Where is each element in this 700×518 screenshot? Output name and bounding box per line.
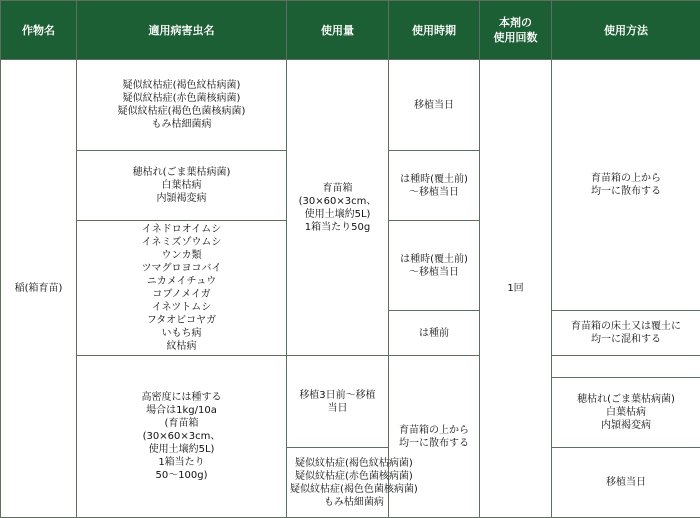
amount-line: 50～100g) xyxy=(142,469,222,482)
amount-line: 1箱当たり50g xyxy=(299,221,377,234)
disease-name: フタオビコヤガ xyxy=(142,314,222,327)
amount-line: 使用土壌約5L) xyxy=(142,443,222,456)
amount-line: 使用土壌約5L) xyxy=(299,208,377,221)
timing-cell xyxy=(389,311,480,356)
timing-line: は種時(覆土前) xyxy=(400,173,468,186)
amount-line: 高密度には種する xyxy=(142,391,222,404)
amount-line: (育苗箱 xyxy=(142,417,222,430)
disease-name: ウンカ類 xyxy=(142,249,222,262)
disease-name: 白葉枯病 xyxy=(577,406,675,419)
table-row xyxy=(1,356,700,378)
disease-cell xyxy=(552,378,700,448)
header-timing: 使用時期 xyxy=(389,1,480,60)
timing-line: 当日 xyxy=(299,402,375,415)
disease-name: イネミズゾウムシ xyxy=(142,236,222,249)
timing-line: 移植当日 xyxy=(414,99,454,112)
disease-name: 疑似紋枯症(褐色紋枯病菌) xyxy=(290,457,418,470)
timing-cell xyxy=(389,221,480,311)
disease-name: 白葉枯病 xyxy=(133,179,231,192)
header-row xyxy=(1,1,700,60)
amount-line: (30×60×3cm、 xyxy=(142,430,222,443)
disease-name: 疑似紋枯症(褐色色菌核病菌) xyxy=(118,105,246,118)
method-line: 均一に散布する xyxy=(591,185,661,198)
disease-name: ツマグロヨコバイ xyxy=(142,262,222,275)
amount-line: (30×60×3cm、 xyxy=(299,195,377,208)
header-count-line: 使用回数 xyxy=(494,30,538,45)
disease-name: もみ枯細菌病 xyxy=(290,496,418,509)
disease-name: イネドロオイムシ xyxy=(142,223,222,236)
disease-cell xyxy=(287,448,389,518)
disease-name: コブノメイガ xyxy=(142,288,222,301)
timing-cell xyxy=(287,356,389,448)
disease-name: 内頴褐変病 xyxy=(133,192,231,205)
timing-cell xyxy=(389,151,480,221)
crop-cell: 稲(箱育苗) xyxy=(1,60,77,518)
disease-name: いもち病 xyxy=(142,327,222,340)
disease-name: 疑似紋枯症(褐色色菌核病菌) xyxy=(290,483,418,496)
table-row xyxy=(1,60,700,151)
timing-cell xyxy=(389,60,480,151)
timing-line: ～移植当日 xyxy=(400,186,468,199)
method-line: 均一に散布する xyxy=(399,437,469,450)
method-line: 均一に混和する xyxy=(571,333,681,346)
method-line: 育苗箱の上から xyxy=(591,172,661,185)
disease-name: 紋枯病 xyxy=(142,340,222,353)
header-method: 使用方法 xyxy=(552,1,700,60)
timing-line: は種前 xyxy=(419,327,449,340)
method-line: 育苗箱の床土又は覆土に xyxy=(571,320,681,333)
method-line: 育苗箱の上から xyxy=(399,424,469,437)
disease-name: イネツトムシ xyxy=(142,301,222,314)
disease-name: 疑似紋枯症(赤色菌核病菌) xyxy=(118,92,246,105)
method-cell xyxy=(552,311,700,356)
header-count-line: 本剤の xyxy=(494,15,538,30)
timing-line: ～移植当日 xyxy=(400,266,468,279)
disease-name: もみ枯細菌病 xyxy=(118,118,246,131)
method-cell xyxy=(552,60,700,311)
timing-line: は種時(覆土前) xyxy=(400,253,468,266)
timing-cell xyxy=(552,448,700,518)
count-cell: 1回 xyxy=(480,60,552,518)
disease-cell xyxy=(77,151,287,221)
disease-name: 疑似紋枯症(褐色紋枯病菌) xyxy=(118,79,246,92)
disease-cell xyxy=(77,60,287,151)
amount-line: 場合は1kg/10a xyxy=(142,404,222,417)
amount-line: 育苗箱 xyxy=(299,182,377,195)
amount-cell xyxy=(287,60,389,356)
header-disease: 適用病害虫名 xyxy=(77,1,287,60)
disease-cell xyxy=(77,221,287,356)
disease-name: 穂枯れ(ごま葉枯病菌) xyxy=(577,393,675,406)
disease-name: 内頴褐変病 xyxy=(577,419,675,432)
timing-line: 移植当日 xyxy=(606,476,646,489)
disease-name: ニカメイチュウ xyxy=(142,275,222,288)
amount-cell xyxy=(77,356,287,518)
disease-name: 疑似紋枯症(赤色菌核病菌) xyxy=(290,470,418,483)
timing-line: 移植3日前～移植 xyxy=(299,389,375,402)
amount-line: 1箱当たり xyxy=(142,456,222,469)
header-crop: 作物名 xyxy=(1,1,77,60)
disease-name: 穂枯れ(ごま葉枯病菌) xyxy=(133,166,231,179)
header-amount: 使用量 xyxy=(287,1,389,60)
header-count xyxy=(480,1,552,60)
